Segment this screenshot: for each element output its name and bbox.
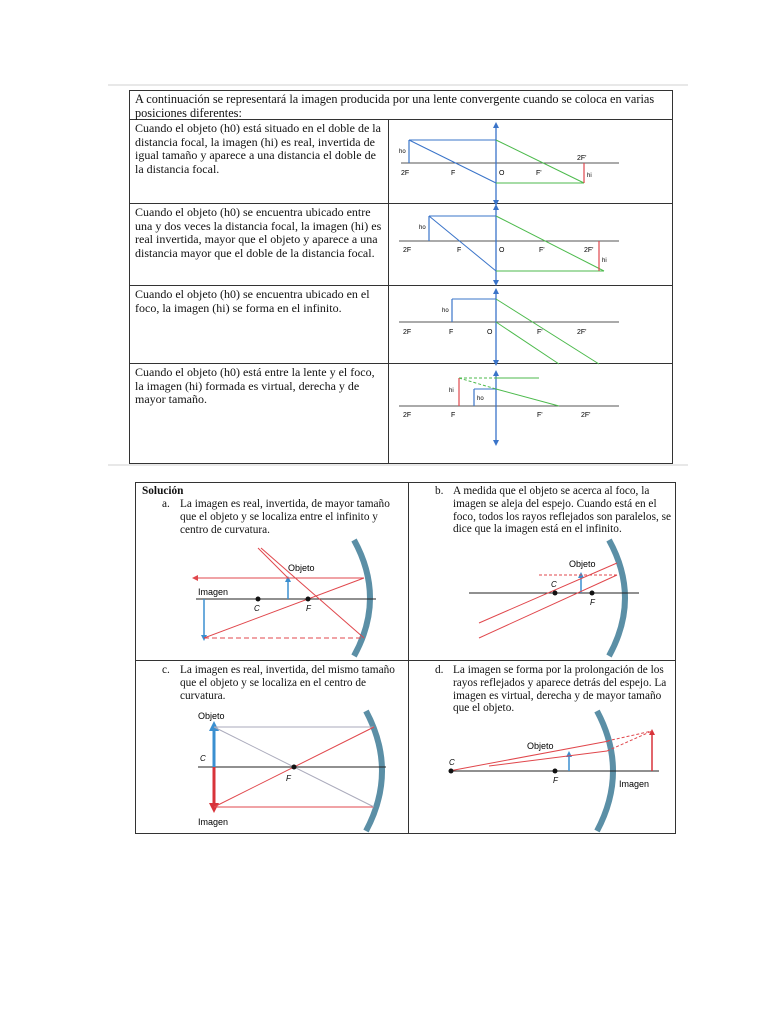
solution-cell-c (136, 661, 408, 835)
solution-d-letter: d. (435, 664, 444, 676)
label-2f-prime: 2F' (581, 412, 591, 419)
label-hi: hi (602, 258, 607, 264)
lens-row-4 (130, 364, 672, 465)
solution-a-letter: a. (162, 498, 170, 510)
lens-row-1-text: Cuando el objeto (h0) está situado en el doble de la distancia focal, la imagen (hi) es real, invertida de igual tamaño y aparece a una distancia el doble de la distancia focal. (130, 120, 389, 203)
label-f-prime: F' (537, 412, 543, 419)
label-ho: ho (419, 225, 426, 231)
label-f: F (451, 412, 456, 419)
solution-c-letter: c. (162, 664, 170, 676)
label-2f: 2F (403, 412, 412, 419)
page-separator-top (108, 84, 688, 86)
objeto-label-a: Objeto (288, 563, 315, 573)
solution-d-text: La imagen se forma por la prolongación de los rayos reflejados y aparece detrás del espejo. La imagen es virtual, derecha y de mayor tamaño que el objeto. (453, 664, 667, 715)
lens-table-header: A continuación se representará la imagen producida por una lente convergente cuando se coloca en varias posiciones diferentes: (130, 91, 672, 120)
objeto-label-d: Objeto (527, 741, 554, 751)
mirror-diagram-d (409, 661, 677, 835)
imagen-label-d: Imagen (619, 779, 650, 789)
lens-table (129, 90, 673, 464)
label-o: O (487, 329, 493, 336)
mirror-diagram-b (409, 483, 677, 660)
solution-c-text: La imagen es real, invertida, del mismo tamaño que el objeto y se localiza en el centro de curvatura. (180, 664, 395, 702)
c-label-d: C (449, 758, 455, 767)
lens-row-2-text: Cuando el objeto (h0) se encuentra ubicado entre una y dos veces la distancia focal, la imagen (hi) es real invertida, mayor que el objeto y aparece a una distancia mayor que el doble de la distancia focal. (130, 204, 389, 285)
label-o: O (499, 247, 505, 254)
mirror-diagram-c (136, 661, 408, 835)
solution-a-text: La imagen es real, invertida, de mayor tamaño que el objeto y se localiza entre el infinito y centro de curvatura. (180, 498, 390, 536)
c-label-b: C (551, 580, 557, 589)
c-label-a: C (254, 604, 260, 613)
objeto-label-c: Objeto (198, 711, 225, 721)
page-separator-bottom (108, 464, 688, 466)
mirror-diagram-a (136, 483, 408, 660)
label-f-prime: F' (536, 170, 542, 177)
label-f: F (449, 329, 454, 336)
solution-cell-d (409, 661, 677, 835)
lens-row-4-text: Cuando el objeto (h0) está entre la lente y el foco, la imagen (hi) formada es virtual, derecha y de mayor tamaño. (130, 364, 389, 465)
c-label-c: C (200, 754, 206, 763)
label-2f: 2F (401, 170, 410, 177)
label-ho: ho (442, 308, 449, 314)
solution-title: Solución (142, 485, 184, 497)
solution-cell-b (409, 483, 677, 660)
solution-b-letter: b. (435, 485, 444, 497)
label-2f-prime: 2F' (577, 155, 587, 162)
label-f-prime: F' (539, 247, 545, 254)
label-ho: ho (477, 396, 484, 402)
label-2f: 2F (403, 247, 412, 254)
lens-row-3-text: Cuando el objeto (h0) se encuentra ubicado en el foco, la imagen (hi) se forma en el infinito. (130, 286, 389, 363)
solution-table (135, 482, 676, 834)
label-2f: 2F (403, 329, 412, 336)
label-ho: ho (399, 149, 406, 155)
label-hi: hi (449, 388, 454, 394)
objeto-label-b: Objeto (569, 559, 596, 569)
imagen-label-a: Imagen (198, 587, 229, 597)
label-2f-prime: 2F' (584, 247, 594, 254)
label-hi: hi (587, 173, 592, 179)
f-label-d: F (553, 776, 558, 785)
lens-row-2 (130, 204, 672, 286)
f-label-b: F (590, 598, 595, 607)
lens-diagram-3 (389, 286, 674, 363)
solution-cell-a (136, 483, 408, 660)
solution-b-text: A medida que el objeto se acerca al foco, la imagen se aleja del espejo. Cuando está en el foco, todos los rayos reflejados son paralelos, se dice que la imagen está en el infinito. (453, 485, 672, 536)
lens-row-3 (130, 286, 672, 364)
imagen-label-c: Imagen (198, 817, 229, 827)
label-2f-prime: 2F' (577, 329, 587, 336)
label-f: F (457, 247, 462, 254)
label-f: F (451, 170, 456, 177)
label-o: O (499, 170, 505, 177)
label-f-prime: F' (537, 329, 543, 336)
lens-diagram-4 (389, 364, 674, 465)
lens-diagram-2 (389, 204, 674, 285)
lens-diagram-1 (389, 120, 674, 203)
lens-row-1 (130, 120, 672, 204)
f-label-c: F (286, 774, 291, 783)
f-label-a: F (306, 604, 311, 613)
